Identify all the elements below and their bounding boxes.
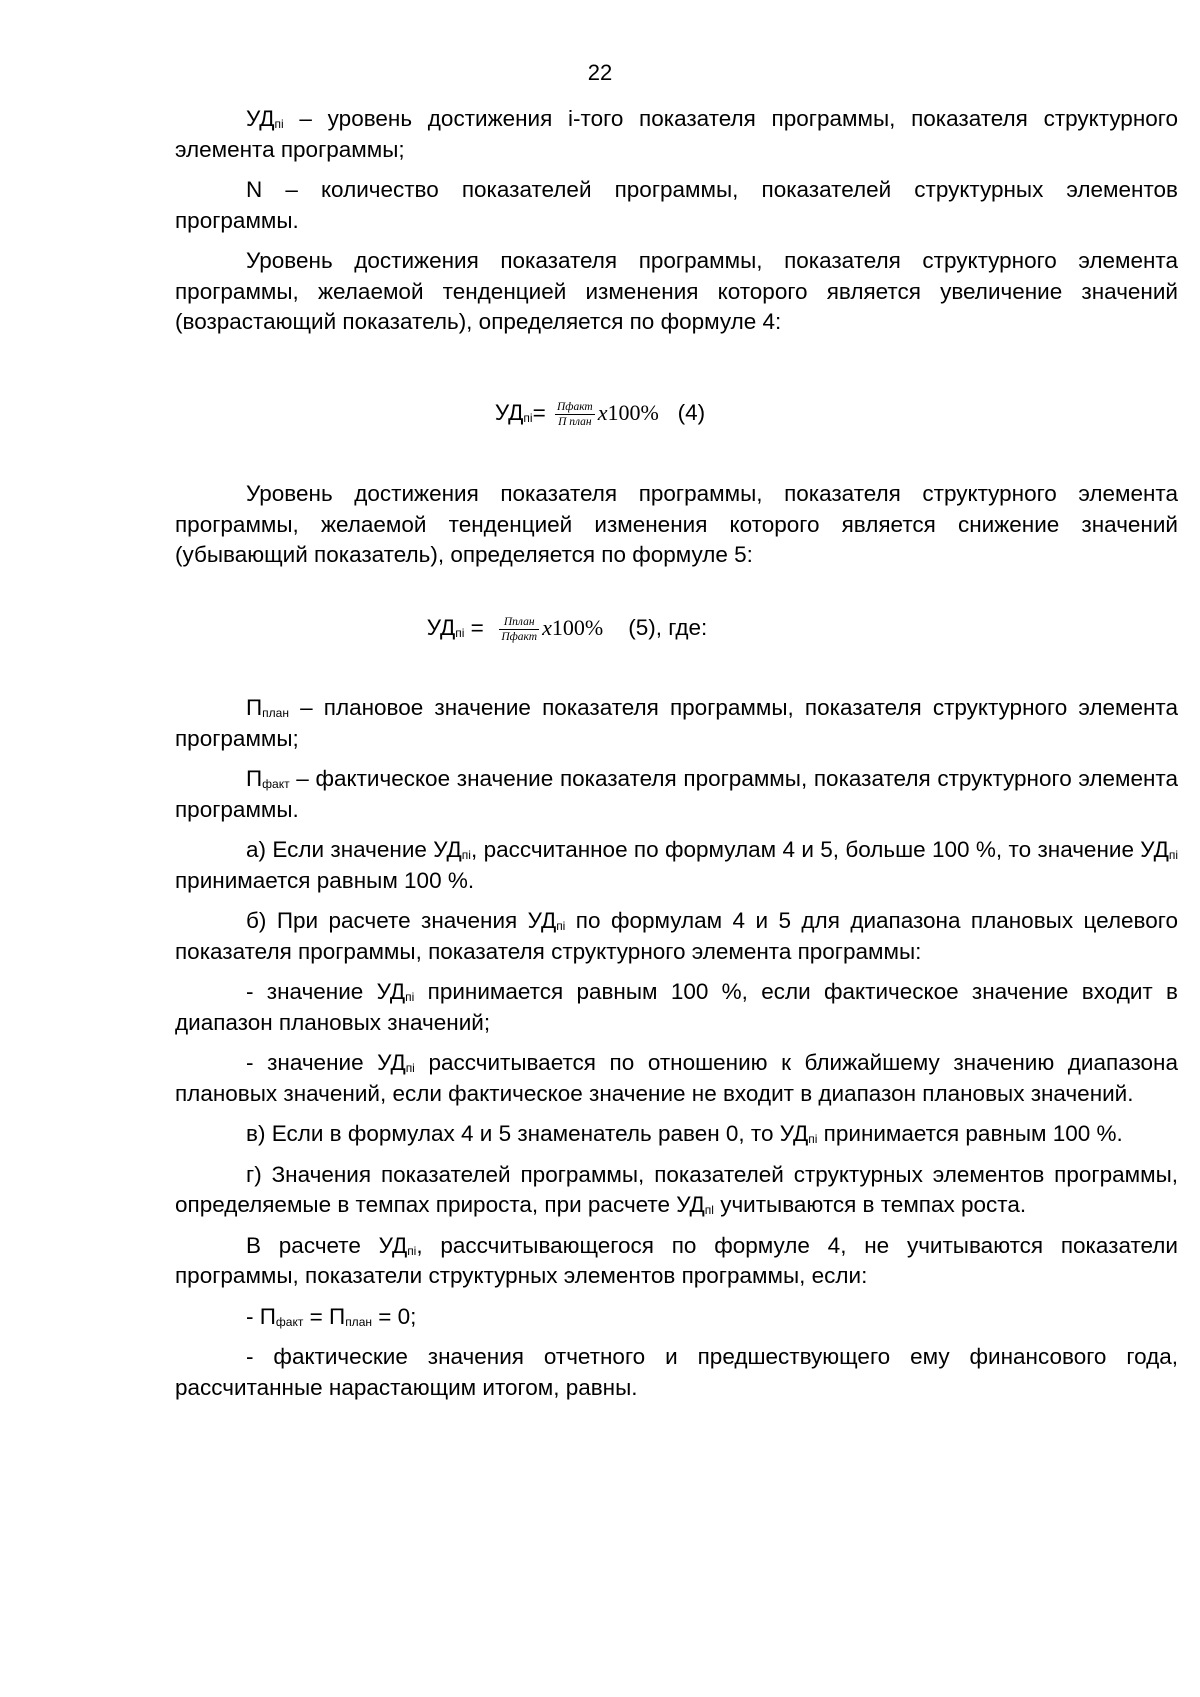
definition-fact: $П_{факт}$ – фактическое значение показателя программы, показателя структурного элемента программы. bbox=[175, 766, 1178, 822]
dash-item-1: - значение $УД_{пi}$ принимается равным 100 %, если фактическое значение входит в диапазон плановых значений; bbox=[175, 979, 1178, 1035]
text-block-mid bbox=[175, 479, 1178, 581]
item-g: г) Значения показателей программы, показателей структурных элементов программы, определяемые в темпах прироста, при расчете $УД_{пl}$ учитываются в темпах роста. bbox=[175, 1161, 1178, 1217]
definition-udpi: $УД_{пi}$ – уровень достижения i-того показателя программы, показателя структурного элемента программы; bbox=[175, 106, 1178, 162]
paragraph-calculation-exclusions: В расчете $УД_{пi}$, рассчитывающегося по формуле 4, не учитываются показатели программы, показатели структурных элементов программы, если: bbox=[175, 1232, 1178, 1288]
dash-item-2: - значение $УД_{пi}$ рассчитывается по отношению к ближайшему значению диапазона плановых значений, если фактическое значение не входит в диапазон плановых значений. bbox=[175, 1050, 1178, 1106]
dash-item-4: - фактические значения отчетного и предшествующего ему финансового года, рассчитанные нарастающим итогом, равны. bbox=[175, 1344, 1178, 1400]
paragraph-decreasing-indicator: Уровень достижения показателя программы, показателя структурного элемента программы, желаемой тенденцией изменения которого является снижение значений (убывающий показатель), определяется по формуле 5: bbox=[175, 481, 1178, 567]
definition-plan: $П_{план}$ – плановое значение показателя программы, показателя структурного элемента программы; bbox=[175, 695, 1178, 751]
page-number: 22 bbox=[587, 60, 613, 85]
item-a: а) Если значение $УД_{пi}$, рассчитанное по формулам 4 и 5, больше 100 %, то значение $УД_{пi}$ принимается равным 100 %. bbox=[175, 837, 1178, 893]
fraction-4: $\frac{\text{Пфакт}}{\text{П план}}$ bbox=[556, 400, 593, 428]
definition-n: N – количество показателей программы, показателей структурных элементов программы. bbox=[175, 177, 1178, 233]
text-block-top bbox=[175, 104, 1178, 348]
fraction-5: $\frac{\text{Пплан}}{\text{Пфакт}}$ bbox=[501, 615, 538, 643]
dash-item-3: - $П_{факт} = П_{план} = 0$; bbox=[246, 1303, 417, 1329]
text-block-bottom bbox=[175, 693, 1178, 1413]
paragraph-increasing-indicator: Уровень достижения показателя программы, показателя структурного элемента программы, желаемой тенденцией изменения которого является увеличение значений (возрастающий показатель), определяется по формуле 4: bbox=[175, 248, 1178, 334]
item-b: б) При расчете значения $УД_{пi}$ по формулам 4 и 5 для диапазона плановых целевого показателя программы, показателя структурного элемента программы: bbox=[175, 908, 1178, 964]
formula-5: $УД_{пi}$ = $\frac{\text{Пплан}}{\text{Пфакт}}$ x100% (5), где: bbox=[426, 615, 708, 643]
item-v: в) Если в формулах 4 и 5 знаменатель равен 0, то $УД_{пi}$ принимается равным 100 %. bbox=[246, 1121, 1123, 1146]
formula-4: $УД_{пi}=$ $\frac{\text{Пфакт}}{\text{П план}}$ x100% (4) bbox=[494, 400, 706, 428]
